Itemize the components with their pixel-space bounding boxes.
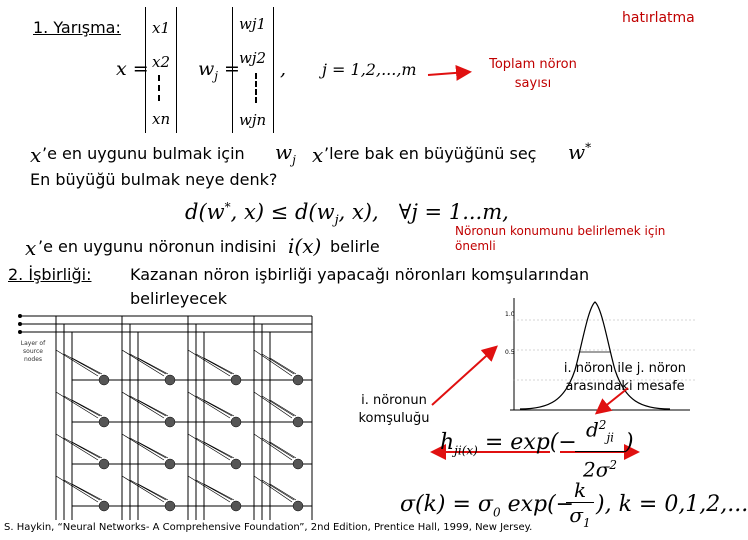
wj1-component: wj1 xyxy=(239,15,267,33)
distance-label: i. nöron ile j. nöron arasındaki mesafe xyxy=(563,361,687,394)
question-text: En büyüğü bulmak neye denk? xyxy=(30,170,278,189)
wj-equals: $w_j$ = xyxy=(198,58,240,83)
citation: S. Haykin, “Neural Networks- A Comprehensive Foundation”, 2nd Edition, Prentice Hall, 1999, New Jersey. xyxy=(4,522,533,533)
x1-component: x1 xyxy=(152,19,171,37)
source-layer-label: Layer of source nodes xyxy=(20,340,46,363)
neuron-count-note: Toplam nöron sayısı xyxy=(489,57,577,91)
line1-text-a: ’e en uygunu bulmak için xyxy=(42,144,245,163)
reminder-label: hatırlatma xyxy=(622,10,695,26)
sigma-equation: $\sigma(k) = \sigma_0$ exp(− xyxy=(400,492,575,520)
wj2-component: wj2 xyxy=(239,49,267,67)
cooperation-text-1: Kazanan nöron işbirliği yapacağı nöronları komşularından xyxy=(130,265,590,284)
svg-text:0.5: 0.5 xyxy=(505,349,515,356)
h-equation: $h_{ji(x)} = \exp(-$ xyxy=(440,430,577,458)
x-symbol-3: x xyxy=(25,236,37,260)
cooperation-label: 2. İşbirliği: xyxy=(8,265,92,284)
index-function: i(x) xyxy=(288,234,322,258)
distance-arrow xyxy=(598,388,628,412)
line3-text-a: ’e en uygunu nöronun indisini xyxy=(38,237,277,256)
w-star-symbol: w* xyxy=(568,140,592,164)
x-equals: x = xyxy=(116,58,149,80)
x-symbol-2: x xyxy=(312,143,324,167)
x-symbol-1: x xyxy=(30,143,42,167)
xn-component: xn xyxy=(152,110,171,128)
j-range: j = 1,2,...,m xyxy=(322,60,417,79)
distance-equation: d(w*, $x) \le d(w_j$, x), ∀j = 1...m, xyxy=(185,200,509,229)
svg-text:1.0: 1.0 xyxy=(505,311,515,318)
sigma-fraction: k $\sigma_1$ xyxy=(566,478,594,535)
wjn-component: wjn xyxy=(239,111,267,129)
position-note: Nöronun konumunu belirlemek için önemli xyxy=(455,224,666,253)
neighborhood-arrow xyxy=(432,348,495,405)
cooperation-text-2: belirleyecek xyxy=(130,289,227,308)
x2-component: x2 xyxy=(152,53,171,71)
competition-label: 1. Yarışma: xyxy=(33,18,121,37)
line3-text-b: belirle xyxy=(330,237,380,256)
h-fraction: $d^2_{ji}$ $2\sigma^2$ xyxy=(575,412,625,482)
wj-symbol: $w_j$ xyxy=(275,140,296,167)
neuron-count-arrow xyxy=(428,72,468,75)
neighborhood-label: i. nöronun komşuluğu xyxy=(358,393,430,426)
line1-text-b: ’lere bak en büyüğünü seç xyxy=(324,144,537,163)
